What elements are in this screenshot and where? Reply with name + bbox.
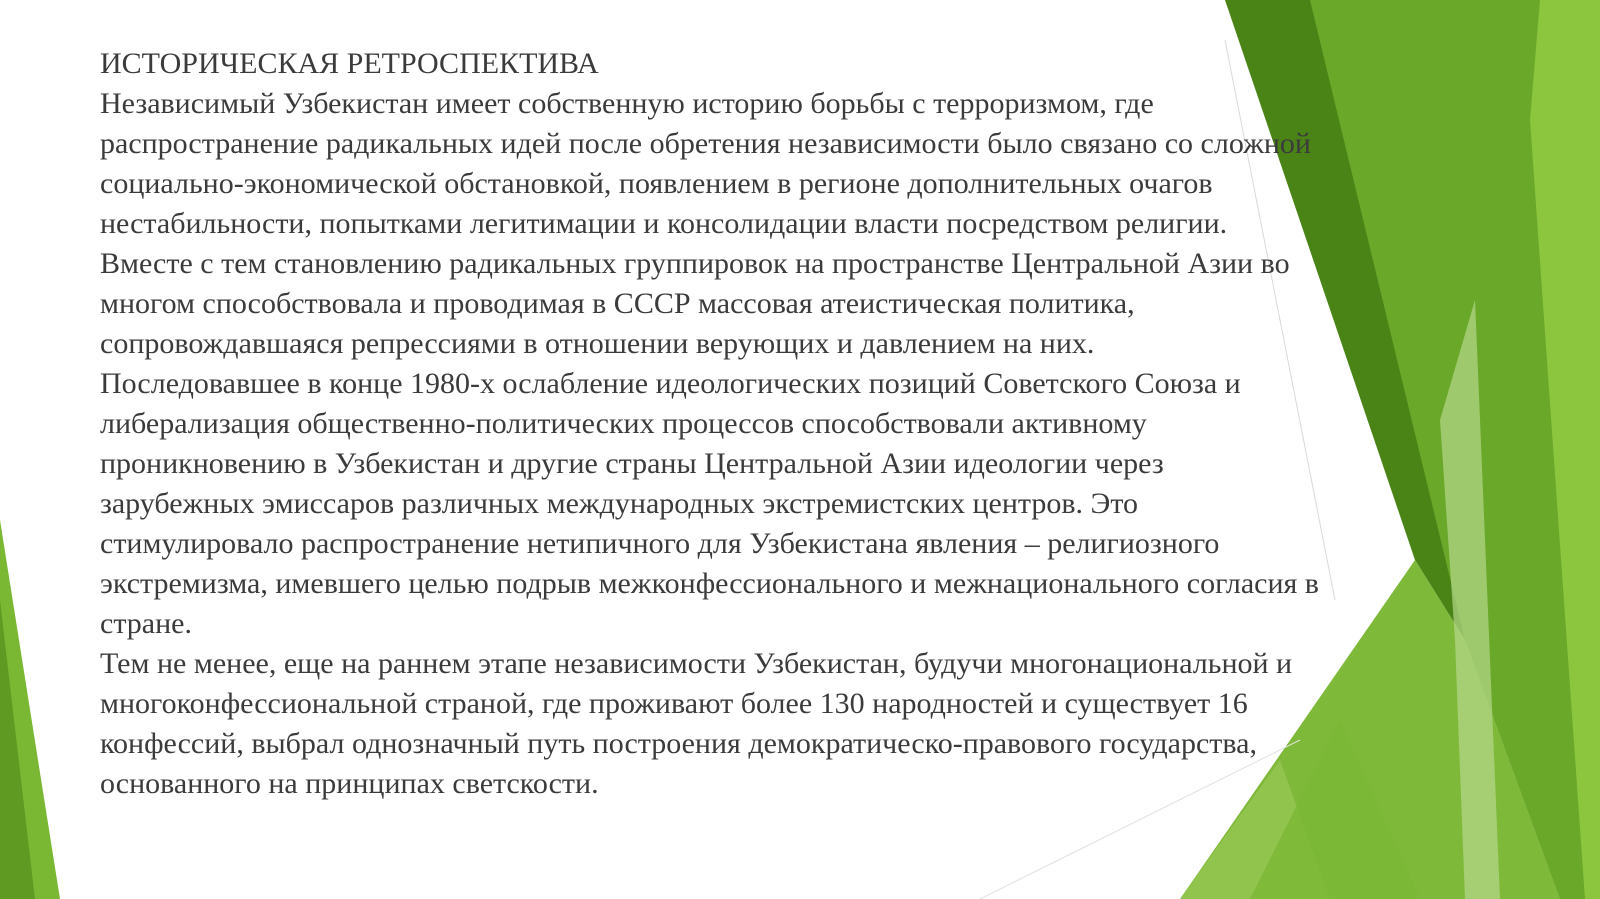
text-line: Тем не менее, еще на раннем этапе независимости Узбекистан, будучи многонациональной и bbox=[100, 647, 1293, 680]
text-line: стимулировало распространение нетипичного для Узбекистана явления – религиозного bbox=[100, 527, 1220, 560]
text-line: конфессий, выбрал однозначный путь построения демократическо-правового государства, bbox=[100, 727, 1257, 760]
text-line: экстремизма, имевшего целью подрыв межконфессионального и межнационального согласия в bbox=[100, 567, 1319, 600]
text-line: основанного на принципах светскости. bbox=[100, 767, 599, 800]
text-line: социально-экономической обстановкой, появлением в регионе дополнительных очагов bbox=[100, 167, 1213, 200]
text-line: Независимый Узбекистан имеет собственную историю борьбы с терроризмом, где bbox=[100, 87, 1154, 120]
text-line: многом способствовала и проводимая в СССР массовая атеистическая политика, bbox=[100, 287, 1135, 320]
slide-text bbox=[100, 44, 1450, 804]
text-line: многоконфессиональной страной, где проживают более 130 народностей и существует 16 bbox=[100, 687, 1248, 720]
text-line: зарубежных эмиссаров различных международных экстремистских центров. Это bbox=[100, 487, 1139, 520]
text-line: Последовавшее в конце 1980-х ослабление идеологических позиций Советского Союза и bbox=[100, 367, 1241, 400]
slide-title: ИСТОРИЧЕСКАЯ РЕТРОСПЕКТИВА bbox=[100, 47, 599, 80]
text-line: либерализация общественно-политических процессов способствовали активному bbox=[100, 407, 1147, 440]
text-line: Вместе с тем становлению радикальных группировок на пространстве Центральной Азии во bbox=[100, 247, 1290, 280]
text-line: проникновению в Узбекистан и другие страны Центральной Азии идеологии через bbox=[100, 447, 1164, 480]
text-line: распространение радикальных идей после обретения независимости было связано со сложной bbox=[100, 127, 1311, 160]
text-line: сопровождавшаяся репрессиями в отношении верующих и давлением на них. bbox=[100, 327, 1095, 360]
text-line: нестабильности, попытками легитимации и консолидации власти посредством религии. bbox=[100, 207, 1228, 240]
text-line: стране. bbox=[100, 607, 192, 640]
